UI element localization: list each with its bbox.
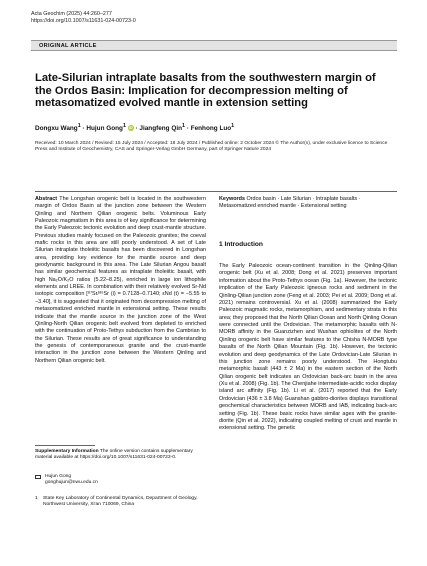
journal-header — [31, 11, 136, 25]
affiliation-text: State Key Laboratory of Continental Dynamics, Department of Geology, Northwest University, Xi'an 710069, China — [43, 496, 198, 508]
supplementary-text: The online version contains supplementary material available at https://doi.org/10.1007/s11631-024-00723-0. — [35, 449, 193, 461]
journal-citation: Acta Geochim (2025) 44:260–277 — [31, 11, 112, 17]
keywords-column — [219, 196, 397, 211]
author-separator: · — [186, 125, 189, 133]
divider — [35, 191, 397, 192]
contact-email[interactable]: gonghujun@nwu.edu.cn — [45, 480, 98, 486]
affiliation — [35, 496, 206, 508]
contact-name: Hujun Gong — [45, 474, 72, 479]
corresponding-author — [35, 474, 206, 486]
supplementary-heading: Supplementary Information — [35, 449, 99, 454]
article-type-bar — [31, 40, 397, 51]
author-2[interactable]: Hujun Gong — [86, 125, 123, 133]
author-2-affiliation: 1 — [122, 123, 126, 129]
footnote-divider — [35, 445, 95, 446]
abstract-heading: Abstract — [35, 196, 58, 202]
orcid-icon[interactable]: iD — [128, 125, 133, 131]
keywords — [219, 196, 397, 211]
author-list — [35, 123, 234, 132]
author-4-affiliation: 1 — [231, 123, 235, 129]
abstract-column — [35, 196, 206, 365]
author-3-affiliation: 1 — [182, 123, 185, 129]
article-type-label: ORIGINAL ARTICLE — [39, 43, 97, 49]
author-4[interactable]: Fenhong Luo — [190, 125, 232, 133]
introduction-text: The Early Paleozoic ocean-continent transition in the Qinling-Qilian orogenic belt (Xu et al. 2008; Dong et al. 2021) preserves important information about the Proto-Tethys ocean (Fig. 1a). However, the tectonic implication of the Early Paleozoic igneous rocks and sediment in the Qinling-Qilian junction zone (Feng et al. 2003; Pei et al. 2009; Dong et al. 2021) remains controversial. Xu et al. (2008) summarized the Early Paleozoic magmatic rocks, metamorphism, and sedimentary strata in this area; they proposed that the North Qilian Ocean and North Qinling Ocean were connected until the Ordovician. The metamorphic basalts with N-MORB affinity in the Guanzizhen and Wushan ophiolites of the North Qinling orogenic belt have similar features to the Chisha N-MORB type basalts of the North Qilian Mountain (Fig. 1b). However, the tectonic evolution and deep geodynamics of the Late Ordovician-Late Silurian in this junction zone remains poorly understood. The Hongtubu metamorphic basalt (443 ± 2 Ma) in the eastern section of the North Qilian orogenic belt indicates an Ordovician back-arc basin in the area (Xu et al. 2008) (Fig. 1b). The Chenjiahe intermediate-acidic rocks display island arc affinity (Fig. 1b). Li et al. (2017) reported that the Early Ordovician (436 ± 3.8 Ma) Guanshan gabbro-diorites displays transitional geochemical characteristics between MORB and IAB, indicating back-arc setting (Fig. 1b). These basic rocks have similar ages with the granite-diorite (Qin et al. 2022), indicating coupled melting of crust and mantle in extensional setting. The genetic — [219, 263, 397, 432]
author-1[interactable]: Dongxu Wang — [35, 125, 78, 133]
author-1-affiliation: 1 — [77, 123, 81, 129]
abstract — [35, 196, 206, 365]
supplementary-info — [35, 449, 206, 461]
keywords-text: Ordos basin · Late Silurian · Intraplate basalts · Metasomatized enriched mantle · Extensional setting — [219, 196, 361, 210]
author-3[interactable]: Jiangfeng Qin — [139, 125, 183, 133]
author-separator: · — [82, 125, 85, 133]
author-separator: · — [135, 125, 138, 133]
keywords-heading: Keywords — [219, 196, 245, 202]
publication-history: Received: 10 March 2024 / Revised: 15 July 2024 / Accepted: 18 July 2024 / Published online: 2 October 2024 © The Author(s), under exclusive licence to Science Press and Institute of Geochemistry, CAS and Springer-Verlag GmbH Germany, part of Springer Nature 2024 — [35, 141, 388, 153]
section-title-introduction: 1 Introduction — [219, 241, 263, 248]
abstract-text: The Longshan orogenic belt is located in the southwestern margin of Ordos Basin at the junction zone between the Western Qinling and Northern Qilian orogenic belts. Voluminous Early Paleozoic magmatism in this area is of key significance for determining the Early Paleozoic tectonic evolution and deep crust-mantle structure. Previous studies mainly focused on the Paleozoic granites; the coeval mafic rocks in this area are still poorly understood. A set of Late Silurian intraplate tholeiitic basalts has been discovered in Longshan area, providing key evidence for the mantle source and deep geodynamic background in this area. The Late Silurian Angou basalt has similar geochemical features as intraplate tholeiitic basalt, with high Na₂O/K₂O ratios (5.22–8.25), enriched in large ion lithophile elements and LREE. In combination with their relatively evolved Sr-Nd isotopic composition [⁸⁷Sr/⁸⁶Sr (i) = 0.7128–0.7140; εNd (t) = −5.55 to −3.40], it is suggested that it originated from decompression melting of metasomatized enriched mantle in extensional setting. These results indicate that the mantle source in the junction zone of the West Qinling-North Qilian orogenic belt evolved from depleted to enriched with the continuation of Proto-Tethys subduction from the Cambrian to the Silurian. These results are of great significance to understanding the genesis of contemporaneous granite and the crust-mantle interaction in the junction zone between the Western Qinling and Northern Qilian orogenic belt. — [35, 196, 206, 364]
paper-title: Late-Silurian intraplate basalts from the southwestern margin of the Ordos Basin: Implication for decompression melting of metasomatized evolved mantle in extension setting — [35, 72, 376, 110]
email-icon — [35, 475, 41, 479]
affiliation-number: 1 — [35, 496, 38, 501]
doi-link[interactable]: https://doi.org/10.1007/s11631-024-00723-0 — [31, 18, 136, 24]
